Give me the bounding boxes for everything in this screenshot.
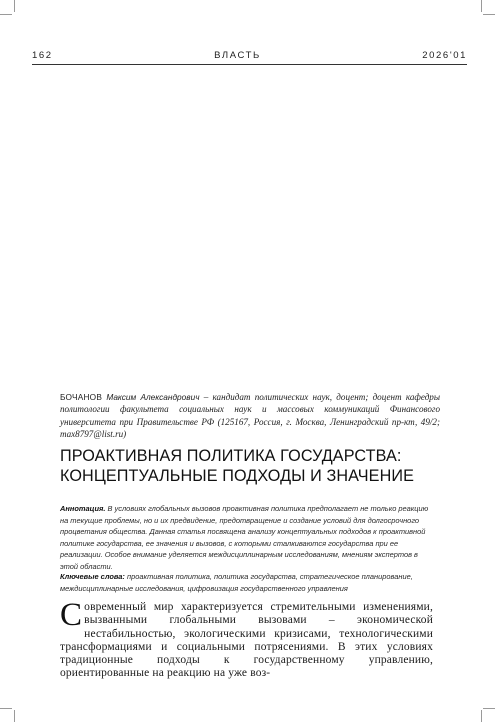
keywords-text: проактивная политика, политика государства, стратегическое планирование, междисциплинарные исследования, цифровизация государственного управления [60,572,413,593]
crop-mark-bottom-left-h [0,708,12,709]
crop-mark-top-right [481,0,482,12]
author-surname: БОЧАНОВ [60,392,103,402]
abstract [60,503,436,573]
drop-cap: С [60,597,83,633]
abstract-text: В условиях глобальных вызовов проактивная политика предполагает не только реакцию на текущие проблемы, но и их предвидение, предотвращение и создание условий для долгосрочного процветания общества. Данная статья посвящена анализу концептуальных подходов к проактивной политике государства, ее значения и вызовов, с которыми сталкиваются государства при ее реализации. Особое внимание уделяется междисциплинарным исследованиям, мнениям экспертов в этой области. [60,504,429,571]
crop-mark-bottom-right-h [483,708,495,709]
article-body [60,597,433,681]
journal-name: ВЛАСТЬ [214,50,261,61]
crop-mark-top-left-h [0,14,12,15]
keywords [60,571,436,594]
author-given-name: Максим Александрович [106,392,200,402]
article-title [60,446,450,486]
article-title-line-1: ПРОАКТИВНАЯ ПОЛИТИКА ГОСУДАРСТВА: [60,447,402,465]
article-title-line-2: КОНЦЕПТУАЛЬНЫЕ ПОДХОДЫ И ЗНАЧЕНИЕ [60,467,414,485]
author-bio: – кандидат политических наук, доцент; доцент кафедры политологии факультета социальных наук и массовых коммуникаций Финансового университета при Правительстве РФ (125167, Россия, г. Москва, Ленинградский пр-кт, 49/2; max8797@list.ru) [60,392,440,440]
crop-mark-bottom-right [481,710,482,722]
keywords-label: Ключевые слова: [60,572,125,581]
running-header [32,50,467,61]
crop-mark-top-right-h [483,14,495,15]
crop-mark-top-left [14,0,15,12]
page-number: 162 [32,50,53,61]
issue-number: 2026'01 [422,50,467,61]
body-paragraph: овременный мир характеризуется стремительными изменениями, вызванными глобальными вызовами – экономической нестабильностью, экологическими кризисами, технологическими трансформациями и социальными потрясениями. В этих условиях традиционные подходы к государственному управлению, ориентированные на реакцию на уже воз- [60,601,433,680]
header-rule [32,64,467,65]
abstract-label: Аннотация. [60,504,106,513]
crop-mark-bottom-left [14,710,15,722]
author-info [60,391,440,441]
